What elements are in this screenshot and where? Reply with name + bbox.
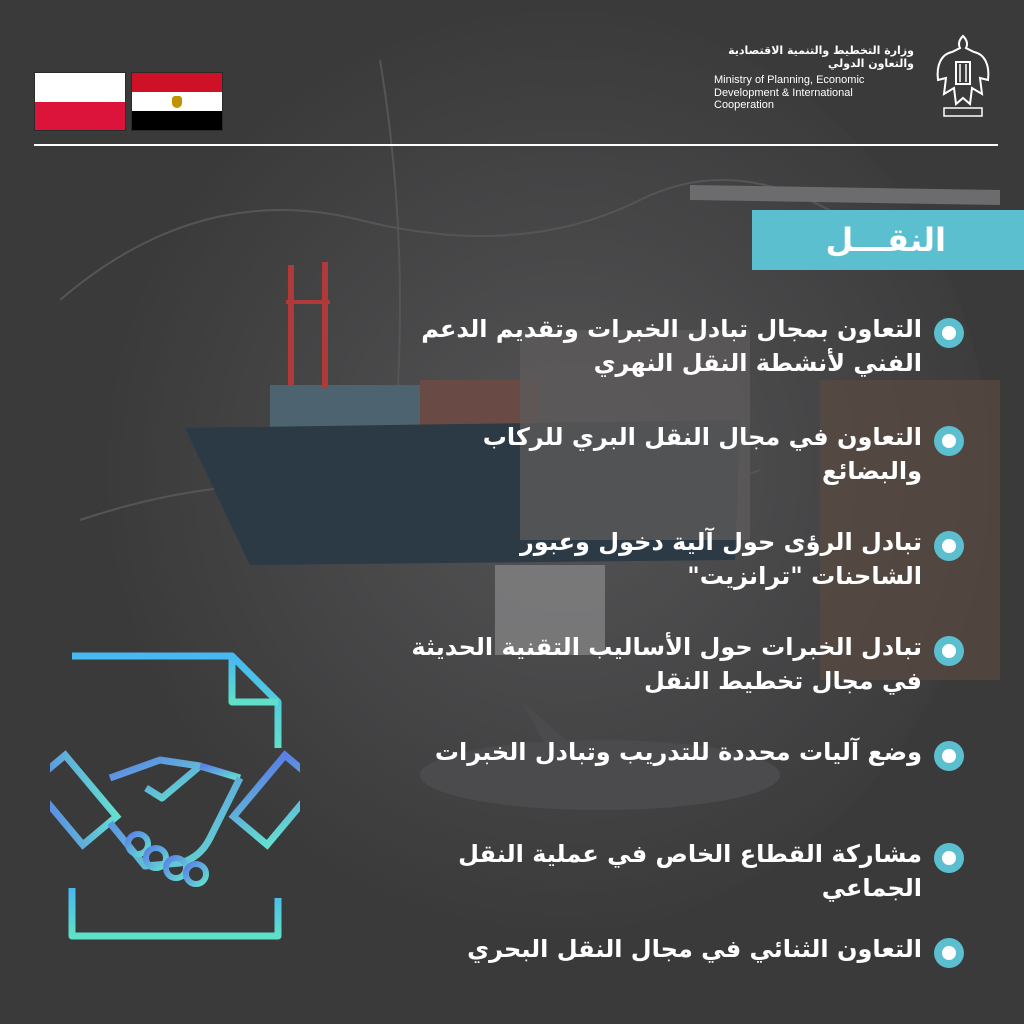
ministry-name bbox=[714, 44, 914, 112]
poland-flag bbox=[34, 72, 126, 131]
circle-bullet-icon bbox=[934, 426, 964, 456]
list-item bbox=[364, 932, 964, 968]
circle-bullet-icon bbox=[934, 531, 964, 561]
header-divider bbox=[34, 144, 998, 146]
ministry-arabic-line1: وزارة التخطيط والتنمية الاقتصادية bbox=[728, 44, 914, 57]
section-title-banner bbox=[752, 210, 1024, 270]
list-item-text: تبادل الخبرات حول الأساليب التقنية الحديثة في مجال تخطيط النقل bbox=[411, 633, 922, 695]
document-handshake-icon bbox=[50, 648, 300, 943]
list-item bbox=[364, 525, 964, 593]
circle-bullet-icon bbox=[934, 318, 964, 348]
section-title: النقـــل bbox=[825, 221, 946, 259]
ministry-english-line3: Cooperation bbox=[714, 99, 774, 111]
ministry-english bbox=[714, 74, 914, 112]
circle-bullet-icon bbox=[934, 938, 964, 968]
ministry-english-line2: Development & International bbox=[714, 86, 853, 99]
list-item bbox=[364, 735, 964, 771]
list-item-text: مشاركة القطاع الخاص في عملية النقل الجماعي bbox=[458, 840, 922, 902]
list-item-text: التعاون بمجال تبادل الخبرات وتقديم الدعم الفني لأنشطة النقل النهري bbox=[421, 315, 922, 377]
circle-bullet-icon bbox=[934, 741, 964, 771]
list-item bbox=[364, 630, 964, 698]
list-item bbox=[364, 312, 964, 380]
list-item-text: تبادل الرؤى حول آلية دخول وعبور الشاحنات "ترانزيت" bbox=[519, 528, 922, 590]
list-item-text: التعاون الثنائي في مجال النقل البحري bbox=[467, 935, 922, 963]
list-item-text: التعاون في مجال النقل البري للركاب والبضائع bbox=[482, 423, 922, 485]
circle-bullet-icon bbox=[934, 636, 964, 666]
ministry-english-line1: Ministry of Planning, Economic bbox=[714, 74, 865, 86]
list-item bbox=[364, 420, 964, 488]
eagle-icon bbox=[172, 96, 182, 108]
eagle-emblem-icon bbox=[932, 34, 994, 120]
egypt-flag bbox=[131, 72, 223, 131]
ministry-arabic-line2: والتعاون الدولي bbox=[828, 57, 914, 70]
list-item bbox=[364, 837, 964, 905]
list-item-text: وضع آليات محددة للتدريب وتبادل الخبرات bbox=[434, 738, 922, 766]
circle-bullet-icon bbox=[934, 843, 964, 873]
